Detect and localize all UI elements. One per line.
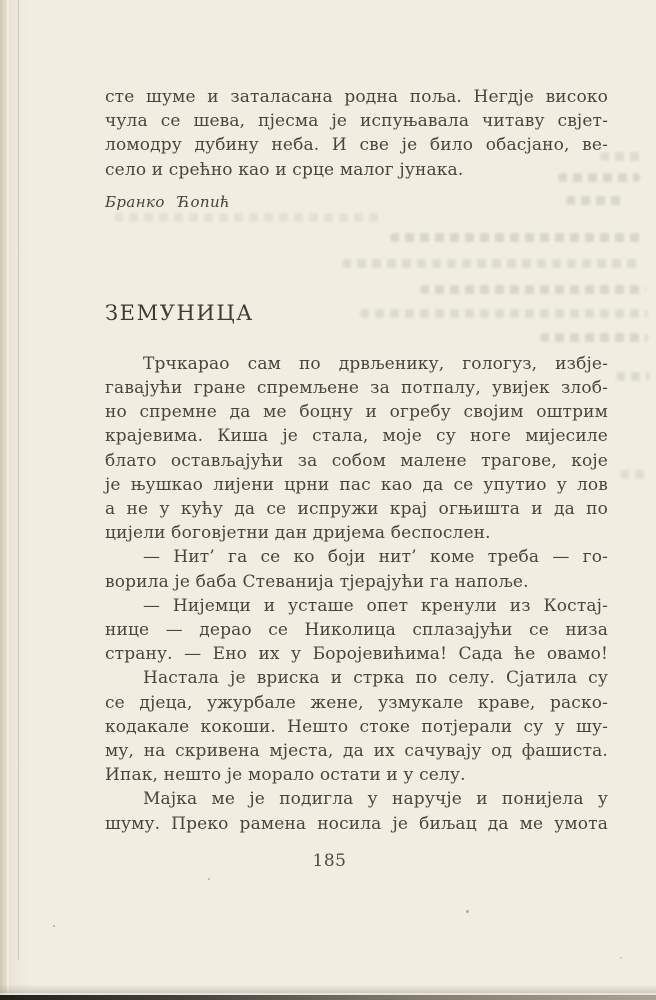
text-line: шуму. Преко рамена носила је биљац да ме умота	[105, 813, 608, 834]
text-line: — Нијемци и усташе опет кренули из Костај-	[143, 595, 608, 616]
text-line: крајевима. Киша је стала, моје су ноге мијесиле	[105, 426, 608, 447]
paper-speck	[208, 878, 210, 880]
bleedthrough-texture	[620, 470, 650, 479]
bleedthrough-texture	[616, 372, 650, 381]
text-line: је њушкао лијени црни пас као да се упутио у лов	[105, 474, 608, 495]
text-line: Мајка ме је подигла у наручје и понијела у	[143, 789, 608, 810]
text-line: ломодру дубину неба. И све је било обасјано, ве-	[105, 135, 608, 156]
paragraph	[105, 787, 608, 835]
paper-speck	[53, 925, 55, 927]
page-number: 185	[312, 850, 347, 871]
text-line: цијели боговјетни дан дријема беспослен.	[105, 523, 491, 544]
page-left-edge	[0, 0, 30, 1000]
story-title: ЗЕМУНИЦА	[105, 300, 254, 325]
text-line: гавајући гране спремљене за потпалу, увијек злоб-	[105, 378, 608, 399]
text-line: Трчкарао сам по дрвљенику, гологуз, избје-	[143, 353, 608, 374]
text-column	[105, 0, 608, 872]
page-bottom-edge	[0, 984, 656, 1000]
text-line: село и срећно као и срце малог јунака.	[105, 159, 464, 180]
paragraph	[105, 545, 608, 593]
text-line: а не у кућу да се испружи крај огњишта и да по	[105, 499, 608, 520]
text-line: Ипак, нешто је морало остати и у селу.	[105, 765, 466, 786]
paper-speck	[620, 957, 622, 959]
text-line: му, на скривена мјеста, да их сачувају од фашиста.	[105, 741, 608, 762]
paragraph	[105, 352, 608, 546]
text-line: нице — дерао се Николица сплазајући се низа	[105, 620, 608, 641]
paragraph	[105, 594, 608, 667]
text-line: чула се шева, пјесма је испуњавала читаву свјет-	[105, 111, 608, 132]
paper-speck	[466, 910, 469, 913]
text-line: Настала је вриска и стрка по селу. Сјатила су	[143, 668, 608, 689]
text-line: — Нит’ га се ко боји нит’ коме треба — го-	[143, 547, 608, 568]
story-body	[105, 352, 608, 836]
text-line: но спремне да ме боцну и огребу својим оштрим	[105, 402, 608, 423]
text-line: блато остављајући за собом малене трагове, које	[105, 450, 608, 471]
continuation-paragraph	[105, 85, 608, 182]
text-line: кодакале кокоши. Нешто стоке потјерали су у шу-	[105, 716, 608, 737]
text-line: ворила је баба Стеванија тјерајући га напоље.	[105, 571, 529, 592]
text-line: страну. — Ено их у Боројевићима! Сада ће овамо!	[105, 644, 608, 665]
author-byline: Бранко Ћопић	[105, 192, 231, 211]
paragraph	[105, 666, 608, 787]
text-line: се дјеца, ужурбале жене, узмукале краве, раско-	[105, 692, 608, 713]
text-line: сте шуме и заталасана родна поља. Негдје високо	[105, 87, 608, 107]
